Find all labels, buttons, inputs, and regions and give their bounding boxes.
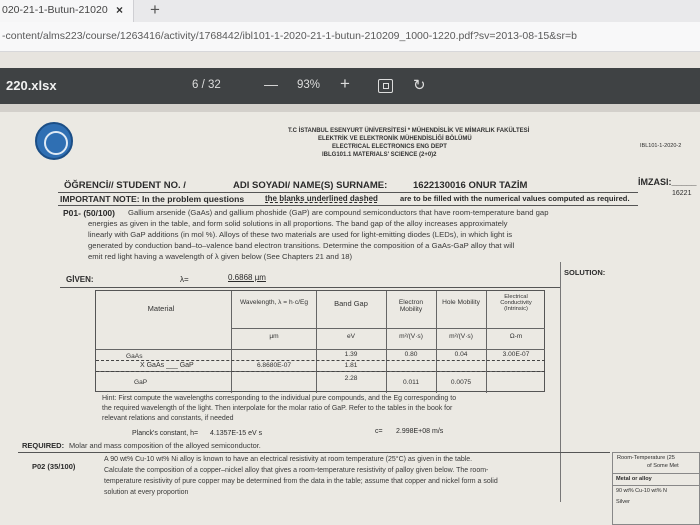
- name-label: ADI SOYADI/ NAME(S) SURNAME:: [233, 180, 388, 191]
- tab-title: 020-21-1-Butun-21020: [2, 4, 108, 16]
- p01-line3: linearly with GaP additions (in mol %). Alloys of these two materials are used for light-emitting diodes (LEDs), in which light is: [88, 230, 513, 239]
- university-line2: ELEKTRİK VE ELEKTRONİK MÜHENDİSLİĞİ BÖLÜMÜ: [318, 136, 472, 142]
- resistivity-row1: 90 wt% Cu-10 wt% N: [616, 488, 667, 494]
- header-wavelength: Wavelength, λ = h·c/Eg: [239, 299, 309, 306]
- resistivity-header2: of Some Met: [647, 463, 679, 469]
- c-label: c=: [375, 428, 383, 435]
- rotate-icon[interactable]: ↻: [413, 77, 426, 94]
- note-divider: [58, 205, 638, 206]
- university-line3: ELECTRICAL ELECTRONICS ENG DEPT: [332, 144, 447, 150]
- signature-label: İMZASI:_____: [638, 177, 697, 187]
- browser-tab[interactable]: [0, 0, 134, 22]
- viewer-gutter: [0, 104, 700, 112]
- university-line1: T.C İSTANBUL ESENYURT ÜNİVERSİTESİ * MÜHENDİSLİK VE MİMARLIK FAKÜLTESİ: [288, 128, 530, 134]
- lambda-value: 0.6868 µm: [228, 273, 266, 282]
- new-tab-icon[interactable]: +: [150, 0, 160, 19]
- p01-line1: Gallium arsenide (GaAs) and gallium phoshide (GaP) are compound semiconductors that have room-temperature band gap: [128, 208, 549, 217]
- header-band-gap: Band Gap: [334, 299, 368, 308]
- page-indicator[interactable]: 6 / 32: [192, 79, 221, 91]
- browser-tabstrip: [0, 0, 700, 22]
- url-text[interactable]: -content/alms223/course/1263416/activity/1768442/ibl101-1-2020-21-1-butun-210209_1000-1220.pdf?sv=2013-08-15&sr=b: [2, 30, 577, 42]
- zoom-in-button[interactable]: +: [340, 74, 350, 93]
- zoom-out-button[interactable]: —: [264, 76, 278, 92]
- address-bar[interactable]: [0, 22, 700, 52]
- row-gaas-electron: 0.80: [404, 351, 418, 358]
- hint-line3: relevant relations and constants, if needed: [102, 415, 234, 422]
- row-gap-material: GaP: [134, 379, 148, 386]
- given-label: GİVEN:: [66, 275, 94, 284]
- university-logo-icon: [35, 122, 73, 160]
- planck-label: Planck's constant, h=: [132, 430, 199, 437]
- university-line4: IBLG101.1 MATERIALS' SCIENCE (2+0)2: [322, 152, 437, 158]
- given-divider: [60, 287, 560, 288]
- hint-line1: Hint: First compute the wavelengths corresponding to the individual pure compounds, and the Eg corresponding to: [102, 395, 457, 402]
- p01-line2: energies as given in the table, and form solid solutions in all proportions. The band gap of the alloy increases approximately: [88, 219, 508, 228]
- note-prefix: IMPORTANT NOTE: In the problem questions: [60, 194, 245, 204]
- close-icon[interactable]: ×: [116, 3, 124, 17]
- zoom-level[interactable]: 93%: [297, 79, 321, 91]
- p02-line2: Calculate the composition of a copper–nickel alloy that gives a room-temperature resistivity of ρalloy given below. The room-: [104, 467, 489, 474]
- unit-hole: m²/(V·s): [449, 333, 473, 340]
- row-gaas-material: GaAs: [126, 353, 143, 360]
- name-value: 1622130016 ONUR TAZİM: [413, 180, 528, 191]
- row-gaas-hole: 0.04: [454, 351, 468, 358]
- header-material: Material: [147, 304, 175, 313]
- row-alloy-bandgap: 1.81: [344, 362, 358, 369]
- course-code: IBL101-1-2020-2: [640, 143, 682, 149]
- unit-conductivity: Ω-m: [509, 333, 523, 340]
- student-no-label: ÖĞRENCİ// STUDENT NO. /: [64, 180, 186, 191]
- pdf-file-name: 220.xlsx: [6, 78, 57, 93]
- header-hole: Hole Mobility: [442, 299, 480, 306]
- row-alloy-wavelength: 6.8680E-07: [256, 362, 292, 369]
- row-gap-electron: 0.011: [402, 379, 419, 386]
- p02-line4: solution at every proportion: [104, 489, 189, 496]
- header-conductivity: Electrical Conductivity (Intrinsic): [500, 294, 532, 312]
- resistivity-col-header: Metal or alloy: [616, 476, 652, 482]
- c-value: 2.998E+08 m/s: [396, 428, 444, 435]
- header-electron: Electron Mobility: [398, 299, 424, 313]
- p02-label: P02 (35/100): [32, 462, 76, 471]
- planck-value: 4.1357E-15 eV s: [210, 430, 263, 437]
- p01-line4: generated by conduction band–to–valence band electron transitions. Determine the composition of a GaAs-GaP alloy that will: [88, 241, 515, 250]
- solution-label: SOLUTION:: [564, 268, 606, 277]
- row-alloy-material: X GaAs ___ GaP: [140, 362, 194, 369]
- fit-page-icon[interactable]: [378, 79, 393, 93]
- problem-divider: [18, 452, 610, 453]
- unit-wavelength: µm: [269, 333, 279, 340]
- p02-line3: temperature resistivity of pure copper may be determined from the data in the table; assume that copper and nickel form a solid: [104, 478, 498, 485]
- unit-band-gap: eV: [346, 333, 356, 340]
- pdf-toolbar: [0, 68, 700, 104]
- p01-label: P01- (50/100): [63, 208, 115, 218]
- required-label: REQUIRED:: [22, 441, 65, 450]
- row-gaas-bandgap: 1.39: [344, 351, 358, 358]
- note-suffix: the blanks underlined dashed: [265, 194, 378, 203]
- note-end: are to be filled with the numerical values computed as required.: [400, 194, 630, 203]
- hint-line2: the required wavelength of the light. Then interpolate for the molar ratio of GaP. Refer to the tables in the book for: [102, 405, 453, 412]
- row-gaas-conductivity: 3.00E-07: [502, 351, 530, 358]
- lambda-label: λ=: [180, 275, 189, 284]
- material-table: [95, 290, 545, 392]
- pdf-page: [0, 112, 700, 525]
- resistivity-row2: Silver: [616, 499, 630, 505]
- p02-line1: A 90 wt% Cu-10 wt% Ni alloy is known to have an electrical resistivity at room temperature (25°C) as given in the table.: [104, 456, 473, 463]
- row-gap-bandgap: 2.28: [344, 375, 358, 382]
- unit-electron: m²/(V·s): [399, 333, 423, 340]
- row-gap-hole: 0.0075: [450, 379, 472, 386]
- p01-line5: emit red light having a wavelength of λ given below (See Chapters 21 and 18): [88, 252, 353, 261]
- header-divider: [58, 192, 638, 193]
- signature-value: 16221: [672, 190, 692, 197]
- resistivity-header1: Room-Temperature (25: [617, 455, 675, 461]
- resistivity-table: [612, 452, 700, 525]
- required-text: Molar and mass composition of the alloyed semiconductor.: [69, 441, 261, 450]
